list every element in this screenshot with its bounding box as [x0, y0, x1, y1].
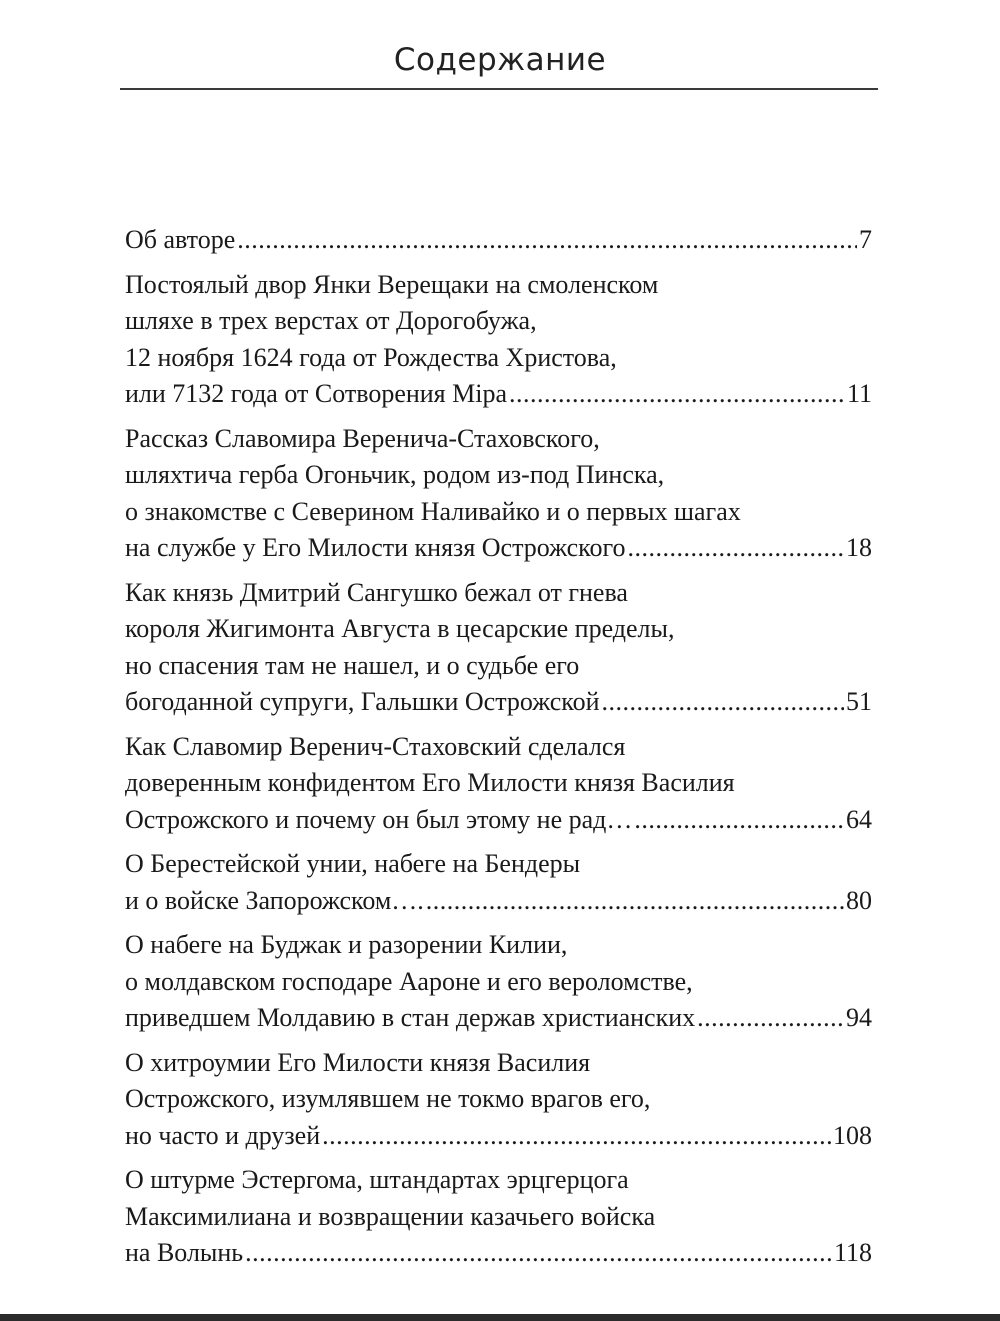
toc-entry-title-line: Как князь Дмитрий Сангушко бежал от гнева: [125, 577, 628, 607]
toc-entry-last-line: [125, 222, 872, 259]
toc-entry-last-line: [125, 802, 872, 839]
toc-entry-title-line: на службе у Его Милости князя Острожского: [125, 533, 626, 562]
toc-page-number[interactable]: 64: [846, 804, 872, 834]
dot-leader: [634, 802, 844, 839]
toc-entry[interactable]: [125, 729, 872, 839]
toc-entry-title-line: и о войске Запорожском….: [125, 885, 424, 915]
toc-entry[interactable]: [125, 846, 872, 919]
toc-entry-last-line: [125, 1118, 872, 1155]
toc-entry[interactable]: [125, 927, 872, 1037]
toc-entry-title-line: доверенным конфидентом Его Милости князя Василия: [125, 768, 735, 797]
toc-entry-title-line: 12 ноября 1624 года от Рождества Христова,: [125, 342, 617, 372]
toc-page-number[interactable]: 11: [846, 379, 872, 408]
toc-entry[interactable]: [125, 267, 872, 413]
toc-entry-title-line: на Волынь: [125, 1238, 244, 1267]
page-title: Содержание: [393, 42, 607, 78]
toc-entry-title-line: О набеге на Буджак и разорении Килии,: [125, 930, 568, 959]
toc-page-number[interactable]: 18: [846, 533, 872, 562]
toc-page-number[interactable]: 94: [846, 1003, 872, 1032]
toc-entry-last-line: [125, 376, 872, 413]
toc-entry-title-line: Острожского и почему он был этому не рад…: [125, 804, 633, 834]
toc-entry-last-line: [125, 1000, 872, 1037]
dot-leader: [322, 1118, 831, 1155]
toc-entry-title-line: шляхе в трех верстах от Дорогобужа,: [125, 306, 537, 335]
toc-entry-title-line: о молдавском господаре Аароне и его вероломстве,: [125, 966, 693, 996]
toc-page-number[interactable]: 7: [859, 225, 872, 254]
toc-page-number[interactable]: 51: [846, 687, 872, 716]
toc-entry-title-line: о знакомстве с Северином Наливайко и о первых шагах: [125, 496, 741, 526]
toc-page-number[interactable]: 108: [833, 1120, 872, 1150]
toc-entry-last-line: [125, 1235, 872, 1272]
toc-entry-title-line: но часто и друзей: [125, 1120, 321, 1150]
toc-entry[interactable]: [125, 222, 872, 259]
toc-entry-title-line: О хитроумии Его Милости князя Василия: [125, 1047, 591, 1077]
toc-entry-last-line: [125, 530, 872, 567]
toc-entry-title-line: шляхтича герба Огоньчик, родом из-под Пинска,: [125, 460, 665, 489]
dot-leader: [602, 684, 844, 721]
toc-page-number[interactable]: 118: [833, 1238, 872, 1267]
toc-entry-title-line: Об авторе: [125, 225, 236, 254]
dot-leader: [237, 222, 857, 259]
title-divider: [120, 88, 878, 90]
toc-page-number[interactable]: 80: [846, 885, 872, 915]
table-of-contents: [125, 222, 872, 1280]
toc-entry-last-line: [125, 684, 872, 721]
toc-entry-title-line: Как Славомир Веренич-Стаховский сделался: [125, 731, 626, 761]
toc-entry-title-line: О Берестейской унии, набеге на Бендеры: [125, 849, 581, 878]
toc-entry-title-line: богоданной супруги, Гальшки Острожской: [125, 687, 600, 716]
toc-entry-title-line: Постоялый двор Янки Верещаки на смоленском: [125, 269, 659, 299]
dot-leader: [245, 1235, 832, 1272]
toc-entry-last-line: [125, 883, 872, 920]
dot-leader: [509, 376, 845, 413]
toc-entry-title-line: Острожского, изумлявшем не токмо врагов его,: [125, 1084, 651, 1113]
toc-entry[interactable]: [125, 575, 872, 721]
toc-entry-title-line: короля Жигимонта Августа в цесарские пределы,: [125, 614, 675, 643]
toc-entry-title-line: Максимилиана и возвращении казачьего войска: [125, 1201, 656, 1231]
toc-entry[interactable]: [125, 421, 872, 567]
toc-entry-title-line: О штурме Эстергома, штандартах эрцгерцога: [125, 1165, 629, 1194]
toc-entry-title-line: приведшем Молдавию в стан держав христианских: [125, 1003, 696, 1032]
dot-leader: [426, 883, 844, 920]
toc-entry-title-line: Рассказ Славомира Веренича-Стаховского,: [125, 423, 600, 453]
toc-entry-title-line: но спасения там не нашел, и о судьбе его: [125, 650, 580, 680]
toc-entry[interactable]: [125, 1045, 872, 1155]
toc-entry[interactable]: [125, 1162, 872, 1272]
toc-entry-title-line: или 7132 года от Сотворения Міра: [125, 379, 508, 408]
dot-leader: [628, 530, 845, 567]
dot-leader: [697, 1000, 844, 1037]
page-bottom-edge: [0, 1314, 1000, 1321]
